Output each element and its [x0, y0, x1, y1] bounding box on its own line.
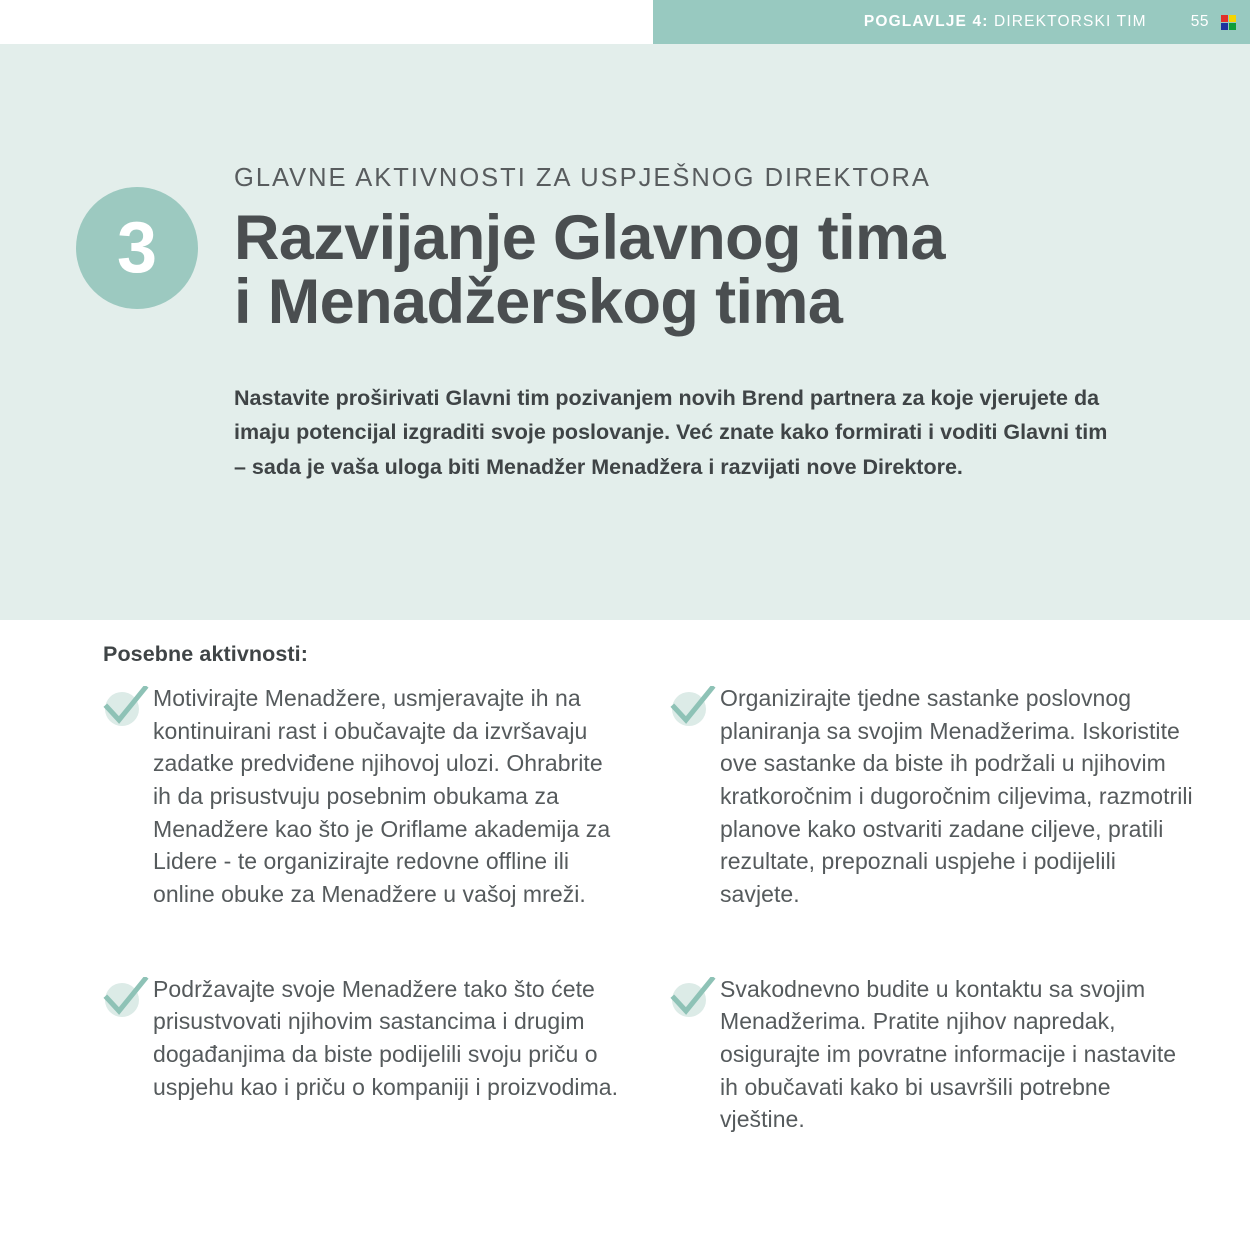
- activities-columns: [103, 682, 1193, 1136]
- check-icon: [103, 977, 149, 1019]
- check-icon: [670, 977, 716, 1019]
- brand-swatch-blue: [1221, 23, 1228, 30]
- list-item: [103, 682, 626, 911]
- chapter-label: POGLAVLJE 4:: [863, 13, 989, 30]
- hero-text-block: [234, 44, 1194, 507]
- activities-right-column: [670, 682, 1193, 1136]
- activities-left-column: [103, 682, 626, 1136]
- list-item-text: Motivirajte Menadžere, usmjeravajte ih na kontinuirani rast i obučavajte da izvršavaju zadatke predviđene njihovoj ulozi. Ohrabrite ih da prisustvuju posebnim obukama za Menadžere kao što je Oriflame akademija za Lidere - te organizirajte redovne offline ili online obuke za Menadžere u vašoj mreži.: [153, 685, 611, 907]
- brand-logo-icon: [1221, 15, 1236, 30]
- brand-swatch-yellow: [1229, 15, 1236, 22]
- list-item: [103, 973, 626, 1104]
- page-number: 55: [1190, 13, 1209, 30]
- chapter-name: DIREKTORSKI TIM: [988, 13, 1147, 30]
- page-title-line-2: i Menadžerskog tima: [234, 267, 843, 338]
- check-icon: [103, 686, 149, 728]
- step-number-badge: 3: [76, 187, 198, 309]
- list-item: [670, 973, 1193, 1136]
- list-item-text: Podržavajte svoje Menadžere tako što ćete prisustvovati njihovim sastancima i drugim događanjima da biste podijelili svoju priču o uspjehu kao i priču o kompaniji i proizvodima.: [153, 975, 619, 1100]
- list-item: [670, 682, 1193, 911]
- brand-swatch-red: [1221, 15, 1228, 22]
- page-title: [234, 203, 1194, 338]
- activities-heading: Posebne aktivnosti:: [103, 642, 309, 666]
- section-eyebrow: GLAVNE AKTIVNOSTI ZA USPJEŠNOG DIREKTORA: [234, 164, 931, 192]
- list-item-text: Svakodnevno budite u kontaktu sa svojim Menadžerima. Pratite njihov napredak, osigurajte im povratne informacije i nastavite ih obučavati kako bi usavršili potrebne vještine.: [720, 975, 1177, 1133]
- activities-section: [0, 620, 1250, 1250]
- page-title-line-1: Razvijanje Glavnog tima: [234, 203, 945, 274]
- brand-swatch-green: [1229, 23, 1236, 30]
- list-item-text: Organizirajte tjedne sastanke poslovnog planiranja sa svojim Menadžerima. Iskoristite ove sastanke da biste ih podržali u njihovim kratkoročnim i dugoročnim ciljevima, razmotrili planove kako ostvariti zadane ciljeve, pratili rezultate, prepoznali uspjehe i podijelili savjete.: [720, 685, 1193, 907]
- running-header: [653, 0, 1250, 44]
- hero-lead-paragraph: Nastavite proširivati Glavni tim pozivanjem novih Brend partnera za koje vjerujete da imaju potencijal izgraditi svoje poslovanje. Već znate kako formirati i voditi Glavni tim – sada je vaša uloga biti Menadžer Menadžera i razvijati nove Direktore.: [234, 385, 1108, 480]
- hero-panel: [0, 44, 1250, 620]
- chapter-breadcrumb: [864, 13, 1147, 31]
- check-icon: [670, 686, 716, 728]
